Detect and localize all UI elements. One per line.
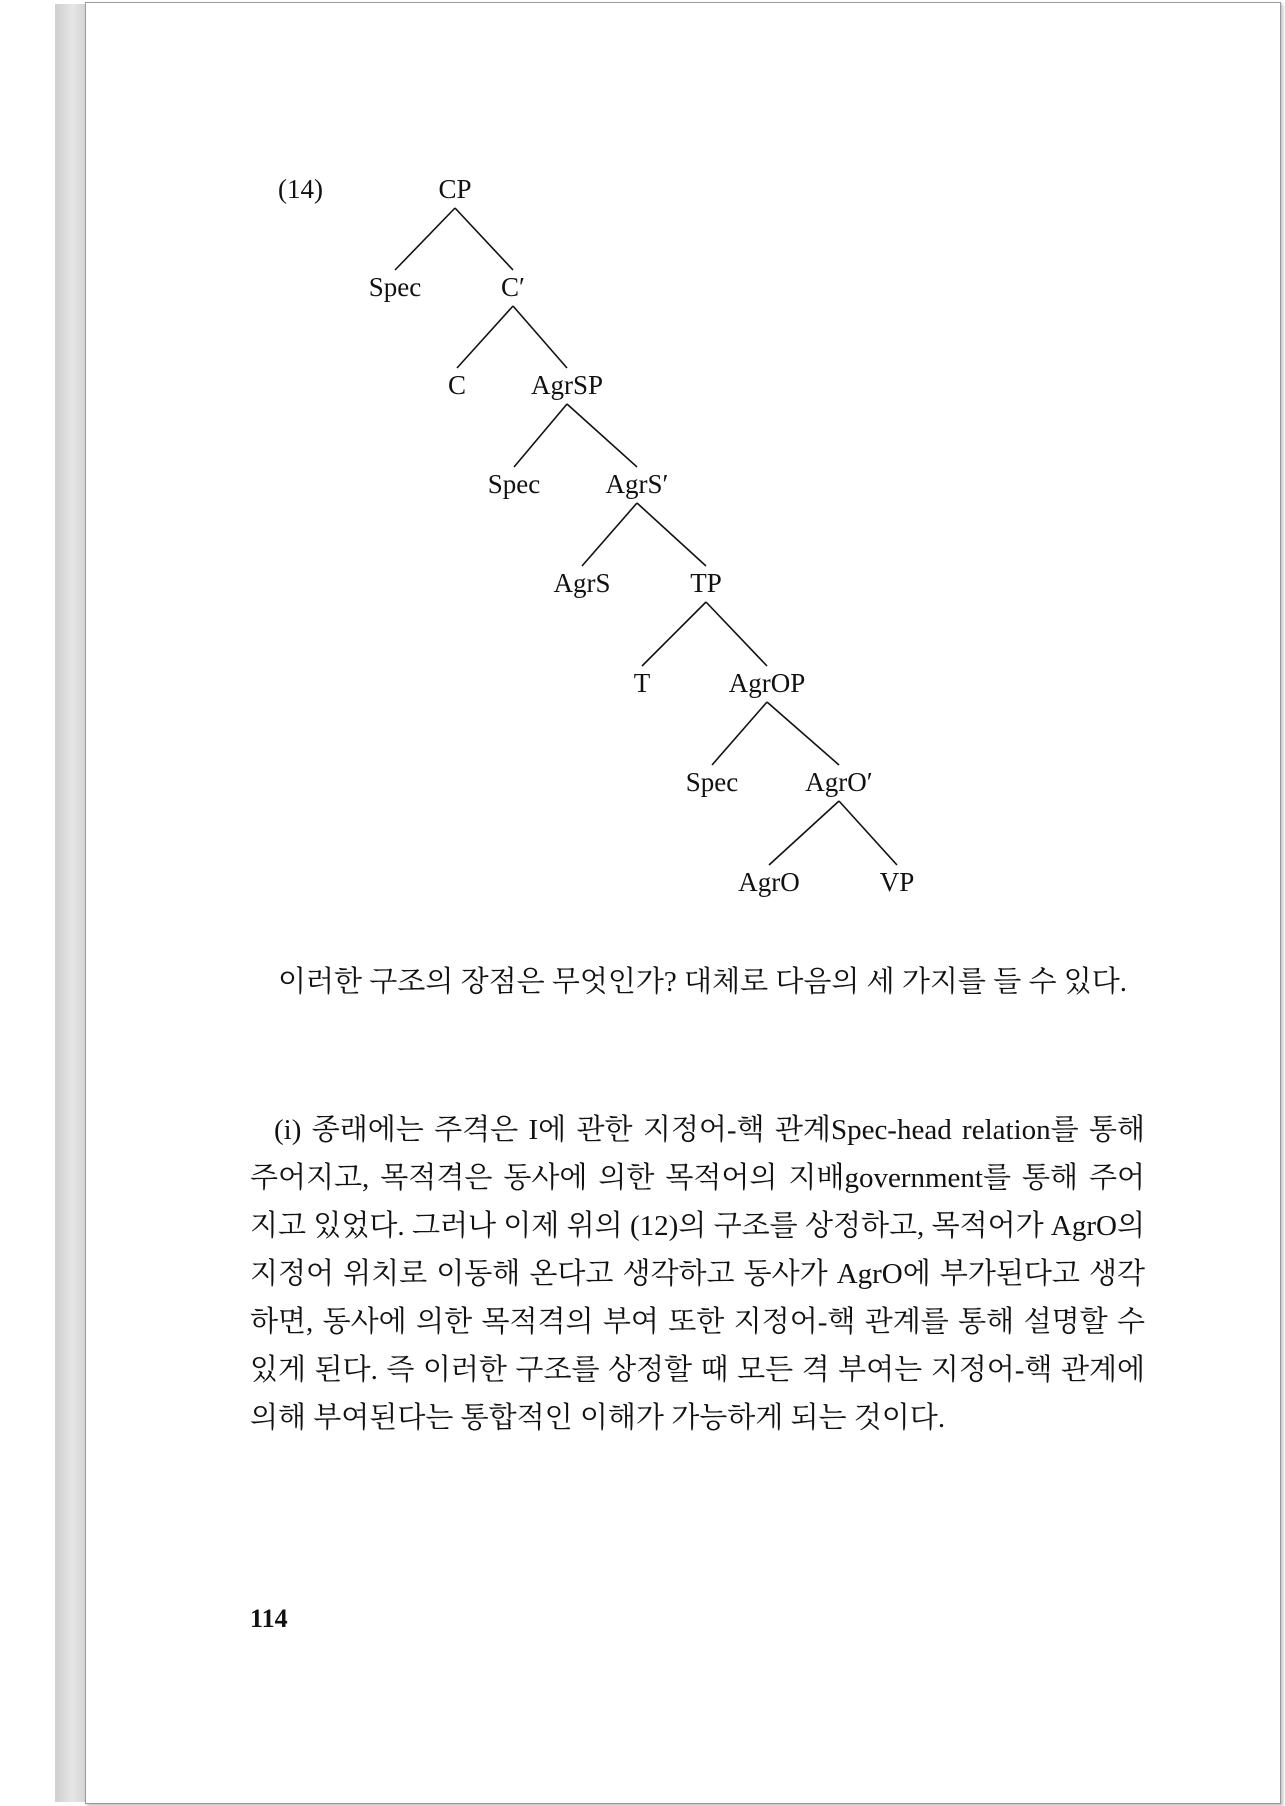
tree-edge-agrsp-agrsbar — [567, 404, 637, 467]
tree-edge-cbar-agrsp — [513, 306, 567, 368]
example-number: (14) — [278, 174, 323, 204]
node-vp: VP — [879, 867, 915, 897]
node-spec-c: Spec — [368, 272, 422, 302]
tree-edge-tp-agrop — [706, 602, 767, 666]
tree-edge-cp-spec1 — [395, 208, 455, 270]
tree-edge-tp-t — [642, 602, 706, 666]
node-agrs: AgrS — [553, 568, 611, 598]
node-agrop: AgrOP — [728, 668, 806, 698]
node-cp: CP — [438, 174, 472, 204]
tree-edge-agrop-agrobar — [767, 702, 839, 765]
node-t: T — [633, 668, 651, 698]
node-spec-agro: Spec — [685, 767, 739, 797]
body-paragraph-intro: 이러한 구조의 장점은 무엇인가? 대체로 다음의 세 가지를 들 수 있다. — [278, 966, 1128, 998]
node-agro-bar: AgrO′ — [805, 767, 873, 797]
node-agro: AgrO — [738, 867, 800, 897]
tree-edge-agrsp-spec2 — [514, 404, 567, 467]
body-paragraph-point-i: (i) 종래에는 주격은 I에 관한 지정어-핵 관계Spec-head relation를 통해 주어지고, 목적격은 동사에 의한 목적어의 지배government를 통해 주어지고 있었다. 그러나 이제 위의 (12)의 구조를 상정하고, 목적어가 AgrO의 지정어 위치로 이동해 온다고 생각하고 동사가 AgrO에 부가된다고 생각하면, 동사에 의한 목적격의 부여 또한 지정어-핵 관계를 통해 설명할 수 있게 된다. 즉 이러한 구조를 상정할 때 모든 격 부여는 지정어-핵 관계에 의해 부여된다는 통합적인 이해가 가능하게 되는 것이다. — [250, 1114, 1145, 1434]
tree-edge-cp-cbar — [455, 208, 513, 270]
node-c-bar: C′ — [501, 272, 525, 302]
node-agrsp: AgrSP — [530, 370, 604, 400]
page-number: 114 — [250, 1604, 288, 1633]
tree-edge-agrobar-vp — [839, 801, 897, 865]
node-c: C — [447, 370, 467, 400]
tree-edge-agrsbar-tp — [637, 503, 706, 566]
tree-edge-agrsbar-agrs — [582, 503, 637, 566]
node-agrs-bar: AgrS′ — [605, 469, 669, 499]
tree-edge-agrobar-agro — [769, 801, 839, 865]
node-tp: TP — [690, 568, 722, 598]
tree-edge-agrop-spec3 — [712, 702, 767, 765]
tree-edge-cbar-c — [457, 306, 513, 368]
node-spec-agrs: Spec — [487, 469, 541, 499]
